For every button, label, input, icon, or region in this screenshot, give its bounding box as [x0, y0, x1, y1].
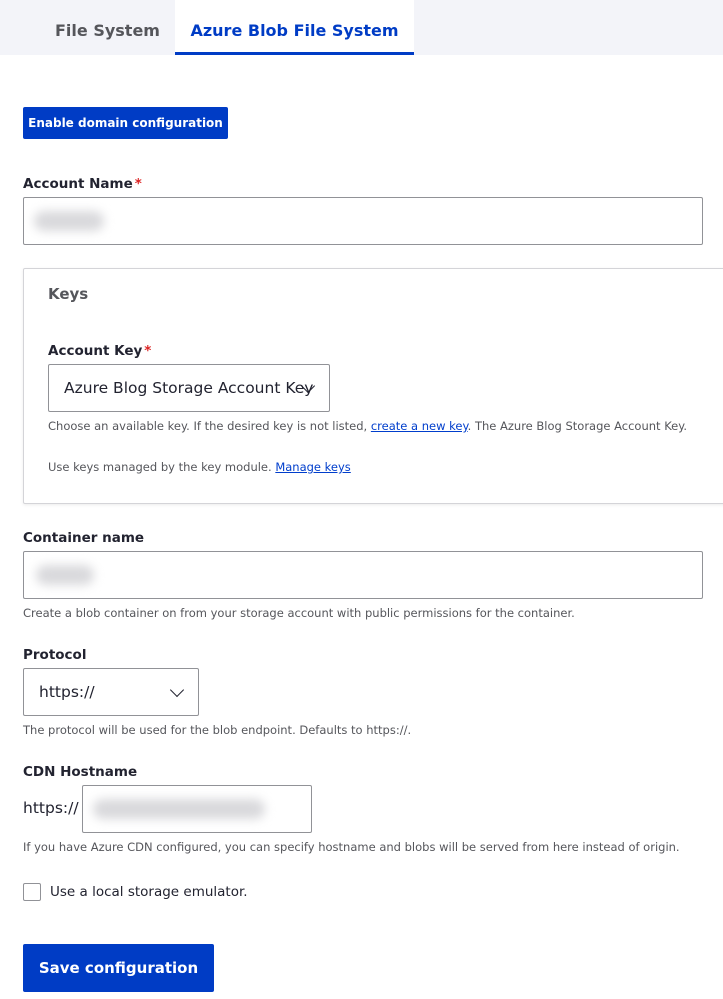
save-configuration-button[interactable]: Save configuration [23, 944, 214, 992]
redacted-value [93, 799, 265, 819]
account-key-description [48, 419, 687, 433]
protocol-select[interactable] [23, 668, 199, 716]
container-name-input[interactable] [23, 551, 703, 599]
protocol-description: The protocol will be used for the blob endpoint. Defaults to https://. [23, 723, 412, 737]
local-emulator-checkbox[interactable] [23, 883, 41, 901]
local-emulator-label[interactable]: Use a local storage emulator. [50, 884, 248, 900]
redacted-value [34, 211, 104, 231]
cdn-hostname-input[interactable] [82, 785, 312, 833]
account-key-desc-text: Choose an available key. If the desired key is not listed, [48, 419, 371, 433]
manage-keys-desc-text: Use keys managed by the key module. [48, 460, 276, 474]
tab-bar [0, 0, 723, 55]
account-key-desc-tail: . The Azure Blog Storage Account Key. [467, 419, 688, 433]
required-marker: * [134, 176, 142, 192]
cdn-hostname-label: CDN Hostname [23, 764, 138, 780]
create-new-key-link[interactable]: create a new key [370, 419, 468, 433]
chevron-down-icon [170, 683, 184, 697]
container-name-description: Create a blob container on from your storage account with public permissions for the container. [23, 606, 575, 620]
tab-file-system[interactable]: File System [55, 21, 160, 40]
manage-keys-description [48, 460, 351, 474]
protocol-label: Protocol [23, 647, 87, 663]
cdn-hostname-description: If you have Azure CDN configured, you can specify hostname and blobs will be served from here instead of origin. [23, 840, 680, 854]
manage-keys-link[interactable]: Manage keys [275, 460, 351, 474]
tab-azure-blob-file-system[interactable]: Azure Blob File System [175, 0, 414, 55]
container-name-label: Container name [23, 530, 145, 546]
account-name-label-text: Account Name [23, 176, 133, 192]
protocol-selected-value: https:// [39, 683, 95, 701]
enable-domain-configuration-button[interactable]: Enable domain configuration [23, 107, 228, 139]
account-key-label [48, 343, 151, 359]
keys-legend: Keys [48, 285, 89, 303]
account-name-input[interactable] [23, 197, 703, 245]
cdn-hostname-prefix: https:// [23, 799, 79, 817]
account-name-label [23, 176, 142, 192]
account-key-label-text: Account Key [48, 343, 143, 359]
account-key-select[interactable] [48, 364, 330, 412]
account-key-selected-value: Azure Blog Storage Account Key [64, 379, 314, 397]
redacted-value [36, 565, 94, 585]
required-marker: * [144, 343, 152, 359]
